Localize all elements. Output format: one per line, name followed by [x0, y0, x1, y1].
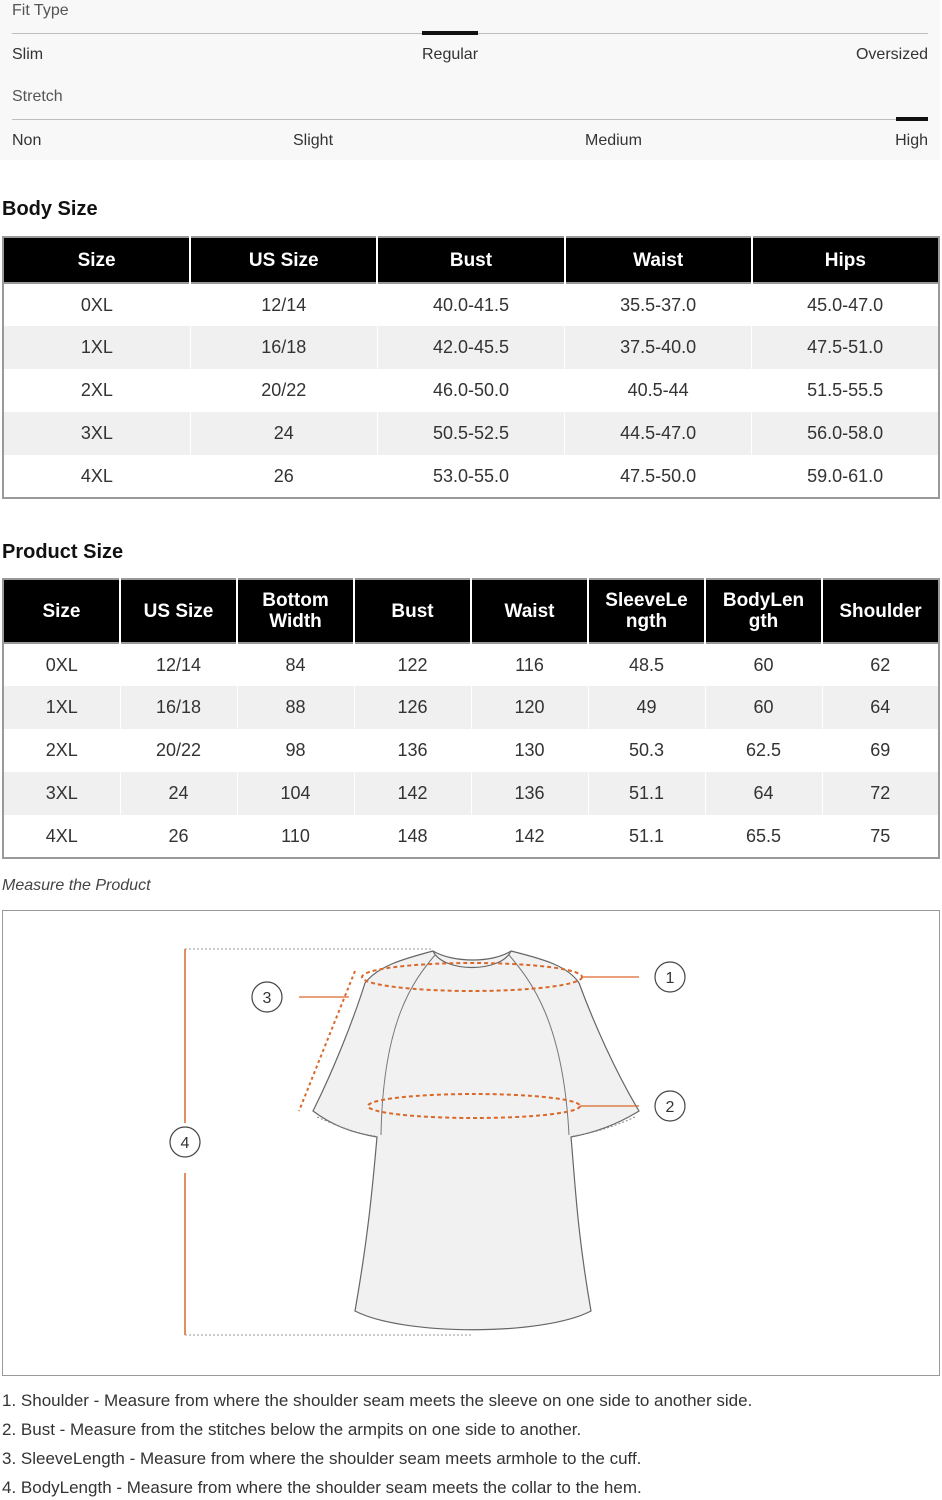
- table-cell: 69: [822, 729, 939, 772]
- table-cell: 98: [237, 729, 354, 772]
- header-sleeve-length: SleeveLe ngth: [588, 579, 705, 643]
- table-cell: 2XL: [3, 369, 190, 412]
- product-size-title: Product Size: [2, 541, 124, 563]
- stretch-option-non: Non: [12, 132, 42, 149]
- table-cell: 3XL: [3, 772, 120, 815]
- table-cell: 1XL: [3, 686, 120, 729]
- table-cell: 56.0-58.0: [752, 412, 939, 455]
- table-cell: 53.0-55.0: [377, 455, 564, 498]
- table-cell: 75: [822, 815, 939, 858]
- table-cell: 51.1: [588, 815, 705, 858]
- header-body-length: BodyLen gth: [705, 579, 822, 643]
- header-us-size: US Size: [190, 237, 377, 283]
- table-cell: 88: [237, 686, 354, 729]
- table-cell: 65.5: [705, 815, 822, 858]
- table-cell: 0XL: [3, 283, 190, 326]
- stretch-option-high: High: [895, 132, 928, 149]
- product-size-table: [2, 578, 940, 859]
- shirt-shape: [313, 951, 639, 1330]
- table-cell: 62: [822, 643, 939, 686]
- header-waist: Waist: [565, 237, 752, 283]
- stretch-marker: [896, 117, 928, 121]
- table-cell: 50.5-52.5: [377, 412, 564, 455]
- table-cell: 12/14: [190, 283, 377, 326]
- body-size-header-row: [3, 237, 939, 283]
- table-cell: 104: [237, 772, 354, 815]
- table-cell: 136: [471, 772, 588, 815]
- table-cell: 148: [354, 815, 471, 858]
- header-size: Size: [3, 579, 120, 643]
- note-shoulder: 1. Shoulder - Measure from where the shoulder seam meets the sleeve on one side to another side.: [2, 1391, 753, 1410]
- table-cell: 42.0-45.5: [377, 326, 564, 369]
- table-row: [3, 729, 939, 772]
- table-cell: 59.0-61.0: [752, 455, 939, 498]
- header-us-size: US Size: [120, 579, 237, 643]
- table-row: [3, 283, 939, 326]
- fit-type-marker: [422, 31, 478, 35]
- header-size: Size: [3, 237, 190, 283]
- table-cell: 16/18: [120, 686, 237, 729]
- table-cell: 62.5: [705, 729, 822, 772]
- note-sleeve-length: 3. SleeveLength - Measure from where the shoulder seam meets armhole to the cuff.: [2, 1449, 642, 1468]
- fit-panel: [0, 0, 940, 160]
- marker-2-label: 2: [665, 1099, 675, 1116]
- header-waist: Waist: [471, 579, 588, 643]
- table-cell: 0XL: [3, 643, 120, 686]
- stretch-label: Stretch: [12, 88, 63, 105]
- measure-caption: Measure the Product: [2, 877, 151, 894]
- table-cell: 110: [237, 815, 354, 858]
- table-cell: 47.5-50.0: [565, 455, 752, 498]
- measure-notes: [2, 1388, 940, 1500]
- table-row: [3, 412, 939, 455]
- table-cell: 72: [822, 772, 939, 815]
- note-bust: 2. Bust - Measure from the stitches below the armpits on one side to another.: [2, 1420, 582, 1439]
- table-cell: 40.0-41.5: [377, 283, 564, 326]
- table-cell: 12/14: [120, 643, 237, 686]
- marker-1-label: 1: [665, 970, 675, 987]
- table-cell: 26: [190, 455, 377, 498]
- table-cell: 24: [120, 772, 237, 815]
- table-cell: 60: [705, 643, 822, 686]
- table-cell: 64: [705, 772, 822, 815]
- fit-option-slim: Slim: [12, 46, 44, 63]
- fit-option-oversized: Oversized: [855, 46, 928, 63]
- table-cell: 45.0-47.0: [752, 283, 939, 326]
- table-cell: 44.5-47.0: [565, 412, 752, 455]
- table-cell: 64: [822, 686, 939, 729]
- table-cell: 47.5-51.0: [752, 326, 939, 369]
- table-cell: 130: [471, 729, 588, 772]
- header-bottom-width: Bottom Width: [237, 579, 354, 643]
- header-shoulder: Shoulder: [822, 579, 939, 643]
- table-cell: 50.3: [588, 729, 705, 772]
- note-body-length: 4. BodyLength - Measure from where the shoulder seam meets the collar to the hem.: [2, 1478, 642, 1497]
- table-cell: 51.1: [588, 772, 705, 815]
- table-cell: 48.5: [588, 643, 705, 686]
- table-cell: 142: [471, 815, 588, 858]
- body-size-title: Body Size: [2, 198, 98, 220]
- table-cell: 20/22: [120, 729, 237, 772]
- table-cell: 16/18: [190, 326, 377, 369]
- table-row: [3, 455, 939, 498]
- table-row: [3, 326, 939, 369]
- table-cell: 26: [120, 815, 237, 858]
- table-cell: 3XL: [3, 412, 190, 455]
- table-cell: 4XL: [3, 455, 190, 498]
- stretch-option-slight: Slight: [293, 132, 334, 149]
- table-cell: 142: [354, 772, 471, 815]
- header-bust: Bust: [377, 237, 564, 283]
- fit-option-regular: Regular: [422, 46, 479, 63]
- marker-3-label: 3: [262, 990, 272, 1007]
- header-bust: Bust: [354, 579, 471, 643]
- table-cell: 2XL: [3, 729, 120, 772]
- table-cell: 120: [471, 686, 588, 729]
- table-cell: 1XL: [3, 326, 190, 369]
- table-cell: 122: [354, 643, 471, 686]
- stretch-option-medium: Medium: [585, 132, 642, 149]
- stretch-track: [12, 119, 928, 120]
- body-size-table: [2, 236, 940, 499]
- table-cell: 51.5-55.5: [752, 369, 939, 412]
- shirt-diagram: [3, 911, 939, 1375]
- table-row: [3, 686, 939, 729]
- table-cell: 136: [354, 729, 471, 772]
- table-cell: 60: [705, 686, 822, 729]
- table-cell: 84: [237, 643, 354, 686]
- header-hips: Hips: [752, 237, 939, 283]
- table-cell: 46.0-50.0: [377, 369, 564, 412]
- table-row: [3, 815, 939, 858]
- table-cell: 24: [190, 412, 377, 455]
- table-cell: 4XL: [3, 815, 120, 858]
- table-cell: 37.5-40.0: [565, 326, 752, 369]
- product-size-header-row: [3, 579, 939, 643]
- measure-diagram: [2, 910, 940, 1376]
- table-cell: 20/22: [190, 369, 377, 412]
- table-cell: 49: [588, 686, 705, 729]
- table-row: [3, 772, 939, 815]
- table-cell: 126: [354, 686, 471, 729]
- table-cell: 40.5-44: [565, 369, 752, 412]
- table-cell: 35.5-37.0: [565, 283, 752, 326]
- table-cell: 116: [471, 643, 588, 686]
- table-row: [3, 369, 939, 412]
- table-row: [3, 643, 939, 686]
- marker-4-label: 4: [180, 1135, 190, 1152]
- fit-type-label: Fit Type: [12, 2, 69, 19]
